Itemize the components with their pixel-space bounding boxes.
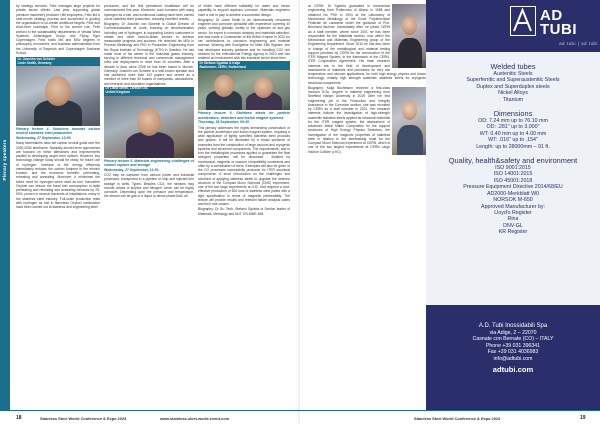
talk-date: Thursday, 28 September, 09:30 [198, 120, 250, 125]
page-number: 18 [16, 415, 22, 421]
talk-title: Plenary lecture 4. Solutions towards carbon neutral stainless steel production [16, 127, 100, 136]
products-heading: Welded tubes [490, 62, 536, 71]
photo-joachim [16, 57, 100, 126]
ad-header [426, 0, 600, 52]
col3-bio2-text: Biography: Dr Sc. Tech. Stefano Sgobba is Section leader of Materials, Metrology and NDT, EN-MME-MM, [198, 207, 290, 216]
side-tab [0, 0, 10, 410]
col1-top-text: by strategy services. Felix manages large projects for private sector clients. Last year, supporting global premium machinery producer Hilti employees, Felix led a nine-month strategy process and succeeded in guiding the organisation to co-create ambitious targets. Felix and short-term roadmaps. Prior to his current role, Felix worked in the sustainability departments of Vestas Wind Systems, Ardenaqgue Group, and Flying Tiger Copenhagen. Felix holds MA and MSc degrees in philosophy, economics, and business administration from the University of Bayreuth and Copenhagen Business School. [16, 4, 100, 55]
talk-date: Wednesday, 27 September, 11:30 [104, 167, 159, 172]
logo-ad-text: AD [540, 7, 563, 24]
dimension-item: WT: 0.40 mm up to 4.00 mm [479, 130, 547, 137]
quality-item: Pressure Equipment Directive 2014/68/EU [463, 184, 563, 191]
product-item: Superferritic and Superaustenitic Steels [466, 77, 560, 84]
col2-bio-text: Biography: Dr Joachim von Schéele is Global Director of Commercialisation at Linde, focusing on decarbonisation including use of hydrogen, in supporting Linde's customers in metals and other hard-to-abate sectors to achieve measurable progress and success. He received his MSc in Process Metallurgy and PhD in Production Engineering from the Royal Institute of Technology (KTH) in Sweden. He has made most of his career in the industrial gases industry, serving in different technical and commercial management roles and deployments in more than 40 countries. After a decade in Asia, since 2008 he has been based in Munich, Germany. Joachim von Schéele is a well-known speaker and has published more than 100 papers and served as a member of more than 30 boards of companies, associations, and research and education organisations. [104, 22, 194, 86]
quality-item: KR Register [498, 229, 528, 236]
logo-frame-icon [510, 6, 536, 36]
quality-item: Approved Manufacturer by: [481, 203, 545, 210]
photo-liane [104, 87, 194, 158]
talk-date: Wednesday, 27 September, 10:00 [16, 135, 71, 140]
col2-bottom-text: CO2 may be captured from various power and industrial processes, transported in a pipeline or ship and injected into storage in wells. Types. Besides CO2, the streams may include oxides of sulphur and nitrogen, which can be highly corrosive. Depending upon the pressure and temperature, the stream can be gas or a liquid or dense phase fluid, all [104, 173, 194, 199]
logo-tagline: ad tubi | ad tubi [559, 41, 598, 46]
side-tab-label: Plenary speakers [2, 139, 7, 181]
quality-item: Lloyd's Register [494, 209, 532, 216]
quality-item: ISO 14001:2015 [493, 171, 533, 178]
photo-caption: Dr Liana Smith, Larkton Ltd, United Kingdom [104, 87, 194, 96]
column-1 [16, 4, 100, 210]
quality-item: Rina [507, 216, 519, 223]
talk-title: Plenary lecture 5. Materials engineering challenges of carbon capture and storage [104, 158, 194, 168]
quality-item: NORSOK M-650 [493, 197, 533, 204]
address-line: Casnate con Bernate (CO) – ITALY [472, 336, 554, 343]
product-item: Nickel Alloys [498, 90, 528, 97]
address-line: via Adige, 2 – 22070 [489, 329, 537, 336]
dimension-item: OD: 7.24 mm up to 76.10 mm [478, 118, 548, 125]
col4-bio-text: Biography: Katja Buchmann received a first-class honours B.Sc. degree in material engineering from Sheffield Hallam University in 2019. After her first engineering job in the Production and Integrity Assurance in the Corrosion section, she was recruited by CERN as a staff member in 2021. Her research interests include the investigation of high-strength austenitic stainless steels applied as structural materials for the ITER magnet system, the assessment of advanced Metal Matrix Composites for the support structures of High Energy Physics Detectors, the investigation of the magnetic properties of stainless steel in relation to the steelmaking route for the Compact Muon Solenoid experiment at CERN, which is one of the two largest experiments at CERN Large Hadron Collider (LHC). [308, 85, 390, 154]
quality-heading: Quality, health&safety and environment [448, 156, 578, 166]
portrait-image [104, 96, 194, 158]
footer-title: Stainless Steel World Conference & Expo 2023 [414, 415, 501, 421]
fax-number: Fax +39 031 4036983 [487, 349, 539, 356]
col1-bottom-text: Many steelmakers have set carbon neutral goals over the 2030-2050 timeframe. Naturally-shorter-term approaches are focused on minor alterations and improvements parallel to developing longer term options. However, key technology change today should be ready for future use of hydrogen. Increase of the energy efficiency immediately reduces the carbon footprint in the electric furnace, and the economic benefits: preheating, reheating and annealing. Moreover, it minimises the future need for hydrogen when used as fuel. Hanneken Oxyfuel can reduce the fossil fuel consumption in ladle preheating and reheating and annealing furnaces by 25-50%, proven in several hundreds of installations, many in the stainless steel industry. Full-scale production tests with hydrogen as fuel in flameless Oxyfuel combustion have been carried out at stainless and engineering steel [16, 141, 100, 210]
ad-contact-block [426, 305, 600, 410]
column-2 [104, 4, 194, 200]
portrait-image [392, 87, 426, 155]
footer-title: Stainless Steel World Conference & Expo 2023 [40, 415, 127, 421]
product-item: Austenitic Steels [493, 71, 533, 77]
col3-bio-text: Biography: Dr Liane Smith is an internationally renowned engineer and corrosion specialist with experience covering 40 years, working globally, mostly in the upstream oil and gas sector. An expert in corrosion analysis and materials selection, she was made a Commander of the British Empire in 2022 for her contributions to corrosion engineering and material science. Working with Evangeline for Mike Ellis Sigham, she has developed industry guidance and for handling CO2 rich streams for the International Energy Agency in 2010 and has retained an involvement with this industrial sector since then. [198, 17, 290, 60]
quality-item: ISO 45001:2018 [493, 177, 533, 184]
column-4 [308, 4, 426, 156]
left-footer [0, 410, 300, 424]
ad-tubi-advertisement[interactable] [426, 0, 600, 410]
product-item: Duplex and Superduplex steels [476, 83, 550, 90]
dimension-item: Length: up to 28000mm – 91 ft. [476, 143, 550, 150]
talk-title: Plenary lecture 6. Stainless steels for particle accelerators, detectors and fusion magnet systems [198, 111, 290, 120]
col3-bottom-text: This plenary addresses the highly demanding construction of the particle accelerator and fusion magnet system, requiring a wide application of tightly specified stainless steel products and grades. It will be illustrated by a broad spectrum of examples from the construction of large vacuum and cryogenic systems and structural components. The requirements, and in turn the metallurgical processes applied to guarantee the final stringent properties, will be discussed - dictated by mechanical, magnetic or vacuum compatibility constraints and often by a combination of them. Examples will also be given of the CO processes successfully produced for ITER structural components. A short introduction on the challenges and solutions of applying stainless steels to upgrade the detector structure of the Compact Muon Solenoid (CMS) experiment, one of the two large experiments at LHC, that required a cost-effective production of 600 tons of stainless steel plates with a tight specification in terms of magnetic permeability. The lecture will provide results and relevant failure analysis cases and their root causes. [198, 125, 290, 207]
photo-sgobba-bachmann [198, 61, 290, 110]
website-link[interactable]: adtubi.com [492, 364, 534, 374]
ad-tubi-logo [510, 6, 598, 40]
col4-top-text: at CERN. Dr Sgobba graduated in mechanical engineering from Politecnico di Milano in 1988 and obtained his PhD in 1994 at the Laboratory of Mechanical Metallurgy of the Ecole Polytechnique Fédérale de Lausanne under the guidance of Prof. Bernhard Ilschner. Immediately after, he joined CERN as a staff member, where since 2001 he has been responsible for the Materials section, now within the Mechanical and Materials Engineering group of the Engineering Department. Since 2010 he has also been in charge of the metallurgical and material testing support provided by CERN for the construction of the ITER Magnet System, in the framework of the CERN-ITER Cooperation Agreement. His main research interests are in the field of development and assessment of materials and processes for very low temperature and vacuum applications, for both high energy physics and fusion technology, notably high strength austenitic stainless steels for cryogenic structural components. [308, 4, 426, 85]
photo-caption: Dr. Joachim von Schéele Linde Sndth, Germany [16, 57, 100, 66]
dimensions-heading: Dimensions [493, 109, 533, 119]
company-name: A.D. Tubi Inossidabili Spa [478, 323, 548, 329]
product-item: Titanium [502, 96, 524, 103]
portrait-image [198, 70, 290, 110]
ad-body [426, 62, 600, 236]
email-link[interactable]: info@adtubi.com [493, 355, 533, 362]
portrait-image [16, 66, 100, 126]
logo-tubi-text: TUBI [540, 21, 577, 38]
dimension-item: WT: .016" up to .154" [488, 137, 538, 144]
quality-item: AD2000-Merkblatt W0 [486, 190, 540, 197]
col4-text-wrap [308, 4, 426, 154]
quality-item: DNV-GL [503, 222, 523, 229]
quality-item: ISO 9001:2015 [495, 165, 531, 172]
footer-website-link[interactable]: www.stainless-steel-world-event.com [160, 415, 230, 421]
dimension-item: OD: .281" up to 3.000" [486, 124, 540, 131]
page-number: 19 [580, 415, 586, 421]
portrait-image [392, 4, 426, 68]
column-3 [198, 4, 290, 217]
col2-top-text: producers, and the first permanent installation will be commissioned this year. Moreover, such furnaces with using hydrogen as a fuel, and continuous casting have been carried out at stainless steel production, showing excellent results. [104, 4, 194, 21]
col3-top-text: of which have different suitability for water and hence capability to support aqueous corrosion. Materials engineers have a role to play to achieve a successful design. [198, 4, 290, 17]
phone-number: Phone +39 031 396341 [485, 342, 541, 349]
photo-caption: Dr Stefano Sgobba & Katja Bachmann, CERN, Switzerland [198, 61, 290, 70]
right-footer [300, 410, 600, 424]
